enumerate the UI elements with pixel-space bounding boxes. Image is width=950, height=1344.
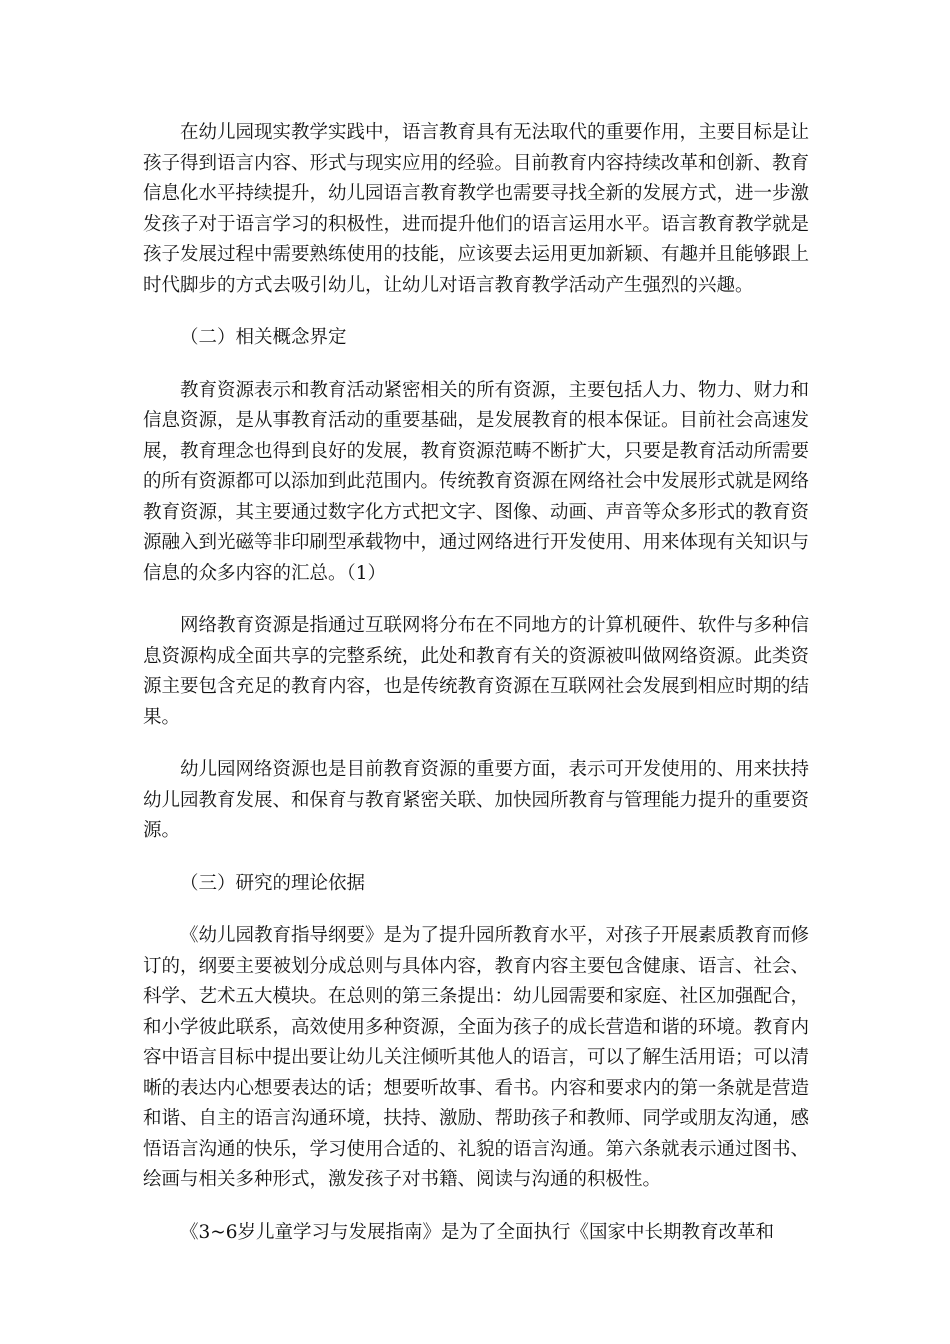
section-heading-theory-basis: （三）研究的理论依据 [180,872,366,894]
paragraph-network-education-resources: 网络教育资源是指通过互联网将分布在不同地方的计算机硬件、软件与多种信息资源构成全面共享的完整系统，此处和教育有关的资源被叫做网络资源。此类资源主要包含充足的教育内容，也是传统教育资源在互联网社会发展到相应时期的结果。 [143,615,810,728]
paragraph-kindergarten-network-resources: 幼儿园网络资源也是目前教育资源的重要方面，表示可开发使用的、用来扶持幼儿园教育发展、和保育与教育紧密关联、加快园所教育与管理能力提升的重要资源。 [143,759,810,841]
paragraph-child-development-guide: 《3~6岁儿童学习与发展指南》是为了全面执行《国家中长期教育改革和 [180,1221,775,1243]
paragraph-kindergarten-guidelines: 《幼儿园教育指导纲要》是为了提升园所教育水平，对孩子开展素质教育而修订的，纲要主要被划分成总则与具体内容，教育内容主要包含健康、语言、社会、科学、艺术五大模块。在总则的第三条提出：幼儿园需要和家庭、社区加强配合，和小学彼此联系，高效使用多种资源，全面为孩子的成长营造和谐的环境。教育内容中语言目标中提出要让幼儿关注倾听其他人的语言，可以了解生活用语；可以清晰的表达内心想要表达的话；想要听故事、看书。内容和要求内的第一条就是营造和谐、自主的语言沟通环境，扶持、激励、帮助孩子和教师、同学或朋友沟通，感悟语言沟通的快乐，学习使用合适的、礼貌的语言沟通。第六条就表示通过图书、绘画与相关多种形式，激发孩子对书籍、阅读与沟通的积极性。 [143,925,810,1190]
section-heading-concepts: （二）相关概念界定 [180,327,347,348]
paragraph-education-resources: 教育资源表示和教育活动紧密相关的所有资源，主要包括人力、物力、财力和信息资源，是从事教育活动的重要基础，是发展教育的根本保证。目前社会高速发展，教育理念也得到良好的发展，教育资源范畴不断扩大，只要是教育活动所需要的所有资源都可以添加到此范围内。传统教育资源在网络社会中发展形式就是网络教育资源，其主要通过数字化方式把文字、图像、动画、声音等众多形式的教育资源融入到光磁等非印刷型承载物中，通过网络进行开发使用、用来体现有关知识与信息的众多内容的汇总。（1） [143,379,810,584]
paragraph-language-education-intro: 在幼儿园现实教学实践中，语言教育具有无法取代的重要作用，主要目标是让孩子得到语言内容、形式与现实应用的经验。目前教育内容持续改革和创新、教育信息化水平持续提升，幼儿园语言教育教学也需要寻找全新的发展方式，进一步激发孩子对于语言学习的积极性，进而提升他们的语言运用水平。语言教育教学就是孩子发展过程中需要熟练使用的技能，应该要去运用更加新颖、有趣并且能够跟上时代脚步的方式去吸引幼儿，让幼儿对语言教育教学活动产生强烈的兴趣。 [143,122,810,296]
document-body [143,118,809,1248]
